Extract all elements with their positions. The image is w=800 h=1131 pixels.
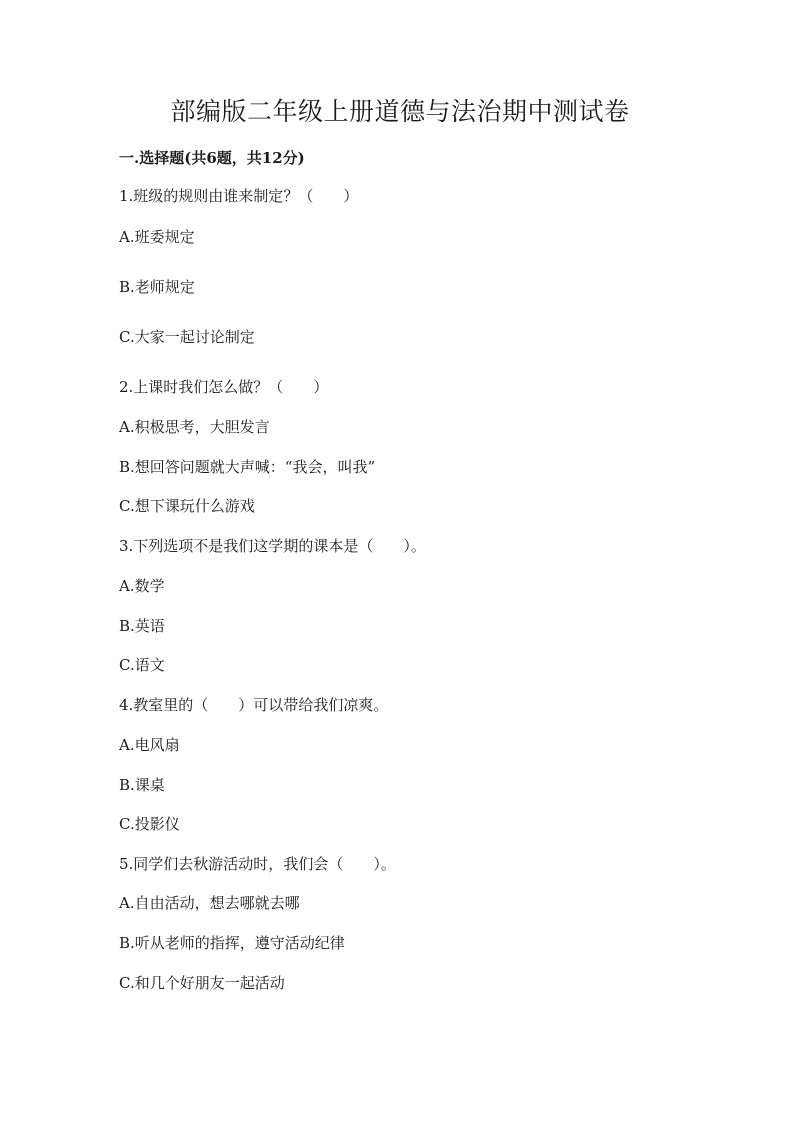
- question-stem: 2.上课时我们怎么做？（ ）: [119, 378, 329, 396]
- answer-option: A.班委规定: [119, 228, 195, 246]
- answer-option: C.和几个好朋友一起活动: [119, 974, 285, 992]
- answer-option: B.老师规定: [119, 278, 195, 296]
- answer-option: A.数学: [119, 577, 165, 595]
- question-stem: 5.同学们去秋游活动时，我们会（ ）。: [119, 855, 396, 873]
- answer-option: B.英语: [119, 617, 165, 635]
- answer-option: A.积极思考，大胆发言: [119, 418, 270, 436]
- page-title: 部编版二年级上册道德与法治期中测试卷: [170, 97, 630, 126]
- answer-option: C.大家一起讨论制定: [119, 328, 255, 346]
- answer-option: C.语文: [119, 656, 165, 674]
- question-stem: 3.下列选项不是我们这学期的课本是（ ）。: [119, 537, 426, 555]
- answer-option: A.电风扇: [119, 736, 180, 754]
- answer-option: A.自由活动，想去哪就去哪: [119, 894, 300, 912]
- answer-option: B.课桌: [119, 776, 165, 794]
- question-stem: 4.教室里的（ ）可以带给我们凉爽。: [119, 696, 389, 714]
- answer-option: B.听从老师的指挥，遵守活动纪律: [119, 934, 345, 952]
- question-stem: 1.班级的规则由谁来制定？（ ）: [119, 187, 359, 205]
- answer-option: C.想下课玩什么游戏: [119, 497, 255, 515]
- answer-option: B.想回答问题就大声喊：“我会，叫我”: [119, 458, 376, 476]
- section-heading: 一.选择题(共6题，共12分): [119, 149, 305, 167]
- answer-option: C.投影仪: [119, 815, 180, 833]
